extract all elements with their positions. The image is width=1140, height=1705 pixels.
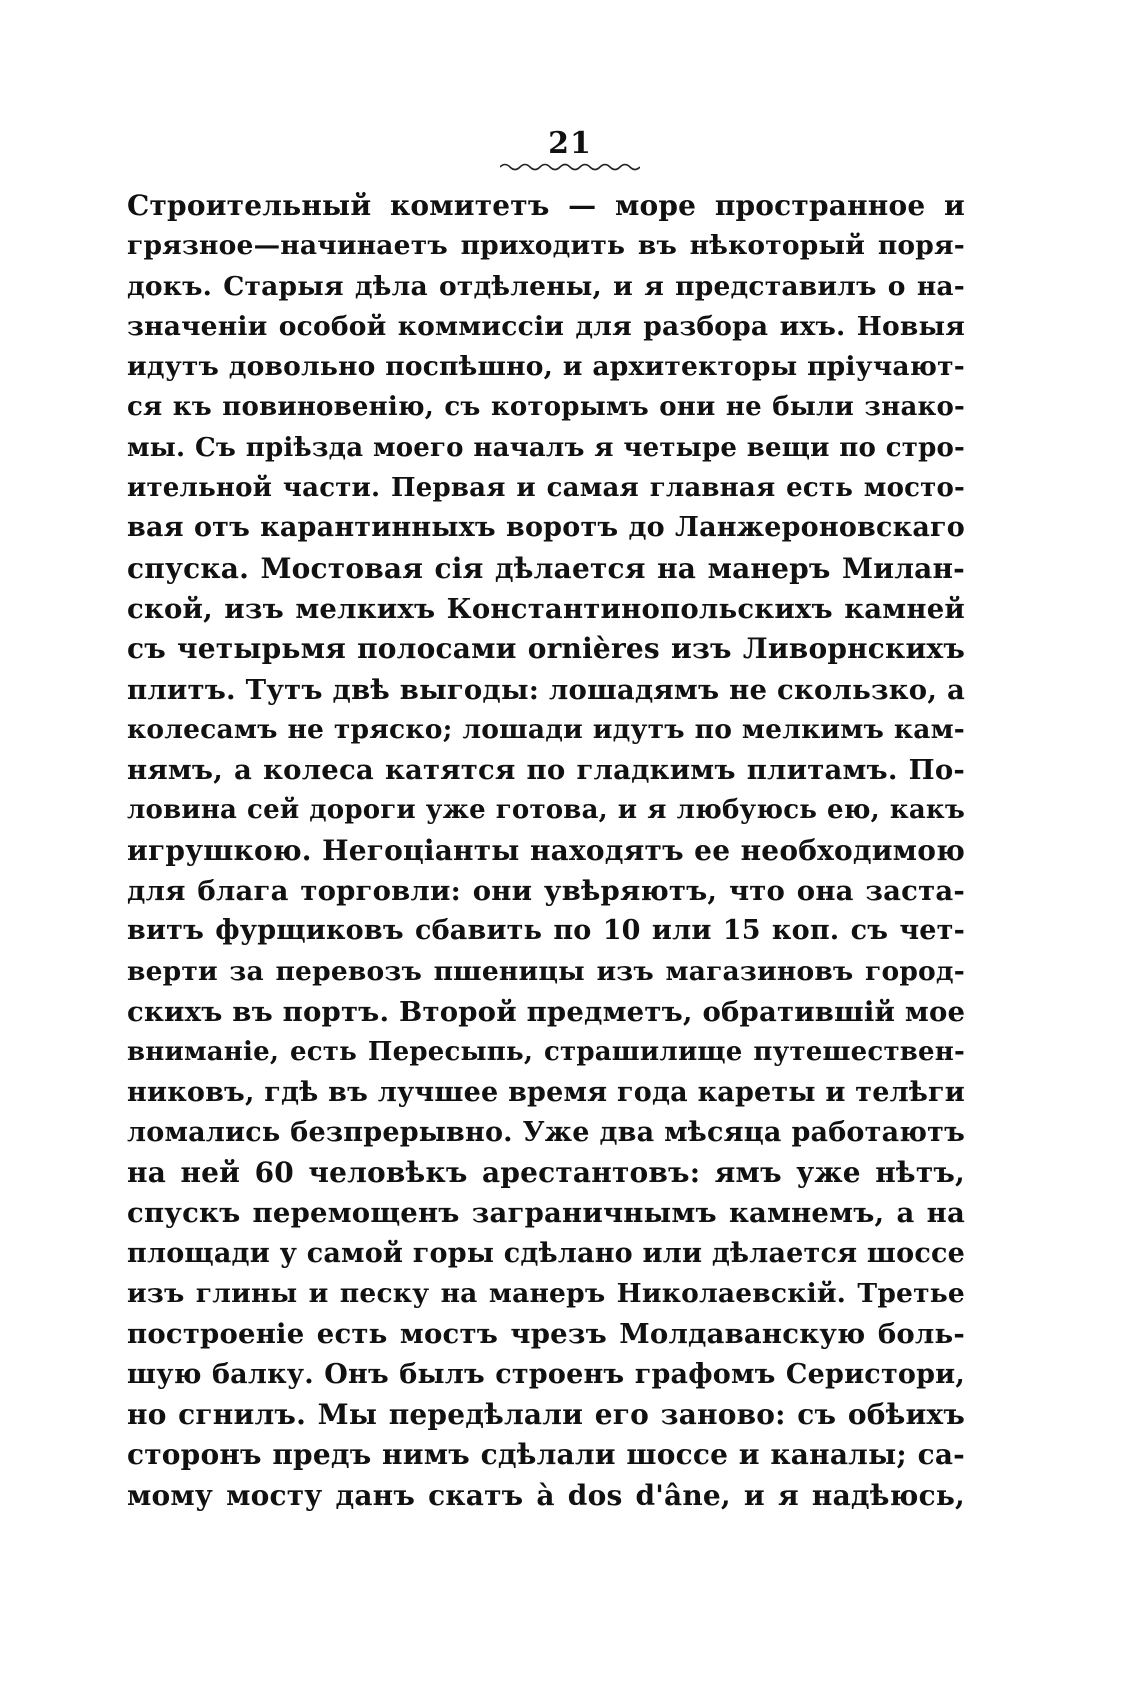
text-line: колесамъ не тряско; лошади идутъ по мелкимъ кам- — [127, 713, 965, 745]
text-line: нямъ, а колеса катятся по гладкимъ плитамъ. По- — [127, 754, 965, 787]
text-line: мому мосту данъ скатъ à dos d'âne, и я надѣюсь, — [127, 1478, 965, 1512]
text-line: изъ глины и песку на манеръ Николаевскій. Третье — [127, 1278, 965, 1310]
text-line: спускъ перемощенъ заграничнымъ камнемъ, а на — [127, 1197, 965, 1230]
text-line: съ четырьмя полосами ornières изъ Ливорнскихъ — [127, 632, 965, 666]
text-line: Строительный комитетъ — море пространное и — [127, 189, 965, 222]
text-line: на ней 60 человѣкъ арестантовъ: ямъ уже нѣтъ, — [127, 1156, 965, 1190]
text-line: докъ. Старыя дѣла отдѣлены, и я представилъ о на- — [127, 270, 965, 302]
text-line: скихъ въ портъ. Второй предметъ, обратившій мое — [127, 995, 966, 1028]
text-line: плитъ. Тутъ двѣ выгоды: лошадямъ не скользко, а — [127, 673, 965, 706]
text-line: вая отъ карантинныхъ воротъ до Ланжероновскаго — [127, 512, 965, 544]
text-line: вниманіе, есть Пересыпь, страшилище путешествен- — [127, 1037, 965, 1068]
text-line: для блага торговли: они увѣряютъ, что она заста- — [127, 875, 965, 908]
text-line: ительной части. Первая и самая главная есть мосто- — [127, 473, 965, 504]
text-line: спуска. Мостовая сія дѣлается на манеръ Милан- — [127, 551, 965, 585]
body-text — [127, 186, 965, 1516]
text-line: площади у самой горы сдѣлано или дѣлается шоссе — [127, 1237, 965, 1269]
text-line: построеніе есть мостъ чрезъ Молдаванскую боль- — [127, 1318, 965, 1351]
text-line: игрушкою. Негоціанты находятъ ее необходимою — [127, 833, 965, 867]
text-line: ся къ повиновенію, съ которымъ они не были знако- — [127, 392, 965, 423]
wavy-rule-ornament-icon — [500, 162, 640, 172]
text-line: верти за перевозъ пшеницы изъ магазиновъ город- — [127, 955, 965, 987]
text-line: но сгнилъ. Мы передѣлали его заново: съ обѣихъ — [127, 1397, 965, 1431]
text-line: грязное—начинаетъ приходить въ нѣкоторый поря- — [127, 230, 965, 262]
text-line: значеніи особой коммиссіи для разбора ихъ. Новыя — [127, 310, 965, 342]
text-line: ской, изъ мелкихъ Константинопольскихъ камней — [127, 592, 965, 625]
text-line: витъ фурщиковъ сбавить по 10 или 15 коп. съ чет- — [127, 915, 965, 947]
text-line: сторонъ предъ нимъ сдѣлали шоссе и каналы; са- — [127, 1438, 965, 1472]
text-line: ловина сей дороги уже готова, и я любуюсь ею, какъ — [127, 795, 965, 826]
page-number: 21 — [548, 126, 592, 161]
text-line: мы. Съ пріѣзда моего началъ я четыре вещи по стро- — [127, 432, 965, 463]
text-line: идутъ довольно поспѣшно, и архитекторы пріучают- — [127, 351, 965, 383]
text-line: шую балку. Онъ былъ строенъ графомъ Серистори, — [127, 1358, 965, 1390]
text-line: никовъ, гдѣ въ лучшее время года кареты и телѣги — [127, 1076, 965, 1108]
text-line: ломались безпрерывно. Уже два мѣсяца работаютъ — [127, 1116, 965, 1148]
